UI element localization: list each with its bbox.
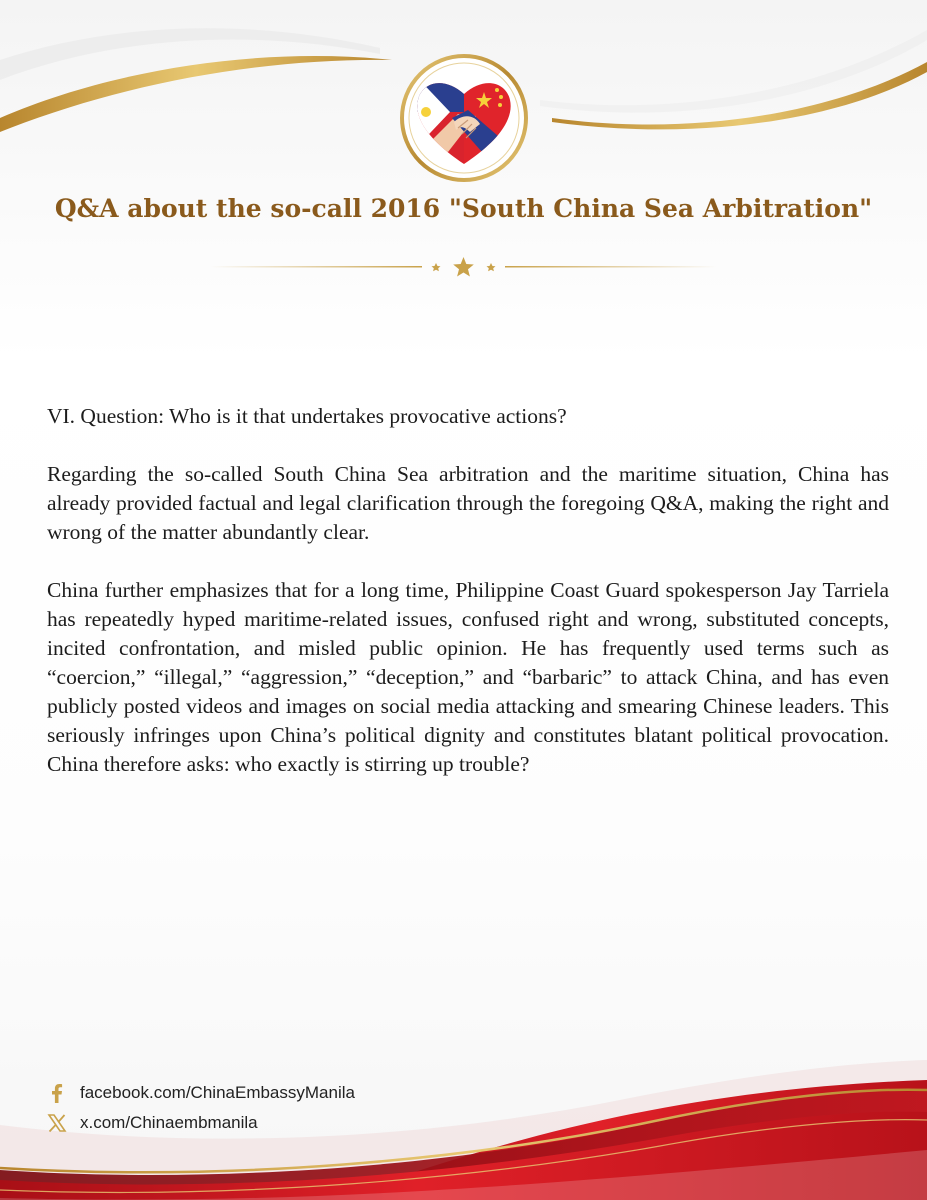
x-icon: [46, 1112, 68, 1134]
page-title: Q&A about the so-call 2016 "South China Sea Arbitration": [54, 194, 873, 223]
small-star-icon: [487, 263, 496, 271]
x-link-text: x.com/Chinaembmanila: [80, 1113, 258, 1132]
facebook-link-text: facebook.com/ChinaEmbassyManila: [80, 1083, 355, 1102]
handshake-heart-flags-icon: [398, 52, 530, 184]
gold-swoosh-left: [0, 56, 392, 132]
x-link[interactable]: [46, 1108, 355, 1138]
question-heading: VI. Question: Who is it that undertakes provocative actions?: [47, 404, 567, 428]
paragraph: Regarding the so-called South China Sea arbitration and the maritime situation, China has already provided factual and legal clarification through the foregoing Q&A, making the right and wrong of the matter abundantly clear.: [47, 462, 889, 544]
facebook-icon: [46, 1082, 68, 1104]
paragraph: China further emphasizes that for a long time, Philippine Coast Guard spokesperson Jay Tarriela has repeatedly hyped maritime-related issues, confused right and wrong, substituted concepts, incited confrontation, and misled public opinion. He has frequently used terms such as “coercion,” “illegal,” “aggression,” “deception,” and “barbaric” to attack China, and has even publicly posted videos and images on social media attacking and smearing Chinese leaders. This seriously infringes upon China’s political dignity and constitutes blatant political provocation. China therefore asks: who exactly is stirring up trouble?: [47, 578, 889, 776]
facebook-link[interactable]: [46, 1078, 355, 1108]
small-star-icon: [432, 263, 441, 271]
social-links: [46, 1078, 355, 1138]
star-divider: [210, 255, 717, 279]
document-body: [47, 402, 889, 808]
large-star-icon: [453, 257, 474, 277]
